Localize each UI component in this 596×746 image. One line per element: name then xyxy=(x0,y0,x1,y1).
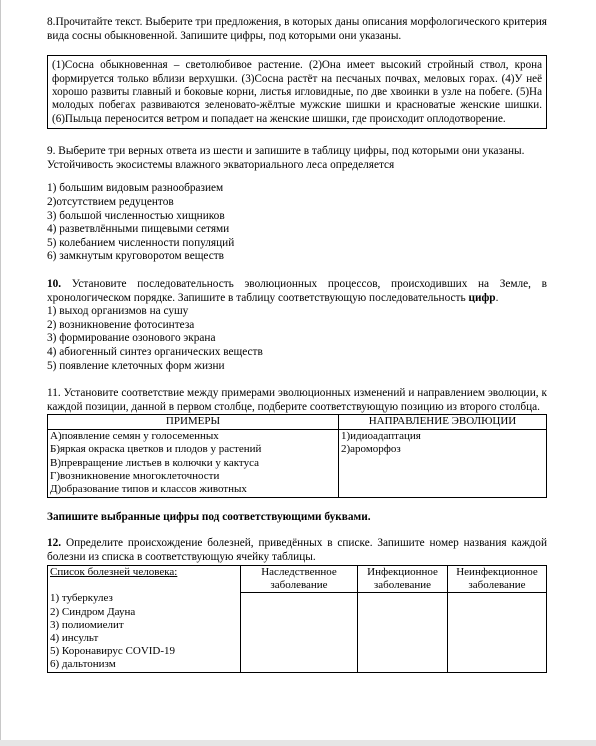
q9-option: 4) разветвлёнными пищевыми сетями xyxy=(47,223,230,236)
q11-table xyxy=(47,414,547,497)
q12-prompt xyxy=(47,537,547,564)
q11-example: А)появление семян у голосеменных xyxy=(50,429,219,442)
q12-list-header: Список болезней человека: xyxy=(50,565,178,578)
q12-disease: 1) туберкулез xyxy=(50,592,113,605)
page-left-edge xyxy=(0,0,1,746)
q11-instruction: Запишите выбранные цифры под соответствующими буквами. xyxy=(47,510,371,523)
q11-direction: 1)идиоадаптация xyxy=(341,429,421,442)
q12-diseases-cell xyxy=(48,592,241,672)
q10-option: 3) формирование озонового экрана xyxy=(47,332,216,345)
q11-direction: 2)ароморфоз xyxy=(341,443,401,456)
q10-options xyxy=(47,305,547,373)
q10-option: 4) абиогенный синтез органических веществ xyxy=(47,345,263,358)
q12-col4-header: Неинфекционное заболевание xyxy=(448,565,547,592)
q12-col3-header: Инфекционное заболевание xyxy=(358,565,448,592)
q12-number: 12. xyxy=(47,537,62,550)
q11-example: Б)яркая окраска цветков и плодов у растений xyxy=(50,443,262,456)
q11-example: Г)возникновение многоклеточности xyxy=(50,469,220,482)
q10-prompt xyxy=(47,278,547,305)
q12-disease: 5) Коронавирус COVID-19 xyxy=(50,645,176,658)
q9-options xyxy=(47,182,547,264)
q12-noninfectious-answer-cell[interactable] xyxy=(448,592,547,672)
q12-hereditary-answer-cell[interactable] xyxy=(241,592,358,672)
q9-option: 5) колебанием численности популяций xyxy=(47,236,235,249)
q11-examples-cell xyxy=(48,429,339,497)
q12-disease: 3) полиомиелит xyxy=(50,618,124,631)
q10-prompt-end: . xyxy=(495,291,499,304)
q12-table xyxy=(47,565,547,673)
page-bottom-edge xyxy=(0,740,596,746)
q11-example: В)превращение листьев в колючки у кактуса xyxy=(50,456,259,469)
q11-example: Д)образование типов и классов животных xyxy=(50,483,247,496)
q10-option: 2) возникновение фотосинтеза xyxy=(47,318,195,331)
q12-disease: 2) Синдром Дауна xyxy=(50,605,136,618)
q12-infectious-answer-cell[interactable] xyxy=(358,592,448,672)
q9-option: 2)отсутствием редуцентов xyxy=(47,196,174,208)
q9-prompt: 9. Выберите три верных ответа из шести и запишите в таблицу цифры, под которыми они указаны. xyxy=(47,145,525,158)
q9-option: 1) большим видовым разнообразием xyxy=(47,182,224,195)
q8-prompt: 8.Прочитайте текст. Выберите три предложения, в которых даны описания морфологического критерия вида сосны обыкновенной. Запишите цифры, под которыми они указаны. xyxy=(47,16,547,42)
q9-subprompt: Устойчивость экосистемы влажного экваториального леса определяется xyxy=(47,158,395,171)
q9-option: 6) замкнутым круговоротом веществ xyxy=(47,250,224,263)
q11-prompt: 11. Установите соответствие между примерами эволюционных изменений и направлением эволюции, к каждой позиции, данной в первом столбце, подберите соответствующую позицию из второго столбца. xyxy=(47,387,547,413)
q10-option: 5) появление клеточных форм жизни xyxy=(47,359,225,372)
q11-directions-cell xyxy=(339,429,547,497)
document-content xyxy=(47,16,547,673)
q11-col1-header: ПРИМЕРЫ xyxy=(48,415,339,429)
q8-passage: (1)Сосна обыкновенная – светолюбивое растение. (2)Она имеет высокий стройный ствол, крона формируется только вблизи верхушки. (3)Сосна растёт на песчаных почвах, меловых горах. (4)У неё хорошо развиты главный и боковые корни, листья игловидные, по две хвоинки в узле на побеге. (5)На молодых побегах развиваются зеленовато-жёлтые мужские шишки и красноватые женские шишки. (6)Пыльца переносится ветром и попадает на женские шишки, где происходит оплодотворение. xyxy=(47,55,547,129)
q10-number: 10. xyxy=(47,277,62,290)
q12-prompt-text: Определите происхождение болезней, приведённых в списке. Запишите номер названия каждой болезни из списка в соответствующую ячейку таблицы. xyxy=(47,537,547,563)
q9-option: 3) большой численностью хищников xyxy=(47,209,225,222)
q10-option: 1) выход организмов на сушу xyxy=(47,305,189,318)
q11-col2-header: НАПРАВЛЕНИЕ ЭВОЛЮЦИИ xyxy=(339,415,547,429)
q10-prompt-main: Установите последовательность эволюционных процессов, происходивших на Земле, в хронологическом порядке. Запишите в таблицу соответствующую последовательность xyxy=(47,277,547,304)
q12-list-header-cell xyxy=(48,565,241,592)
q10-prompt-bold: цифр xyxy=(468,291,496,304)
q12-disease: 6) дальтонизм xyxy=(50,658,116,671)
q12-disease: 4) инсульт xyxy=(50,632,99,645)
q12-col2-header: Наследственное заболевание xyxy=(241,565,358,592)
